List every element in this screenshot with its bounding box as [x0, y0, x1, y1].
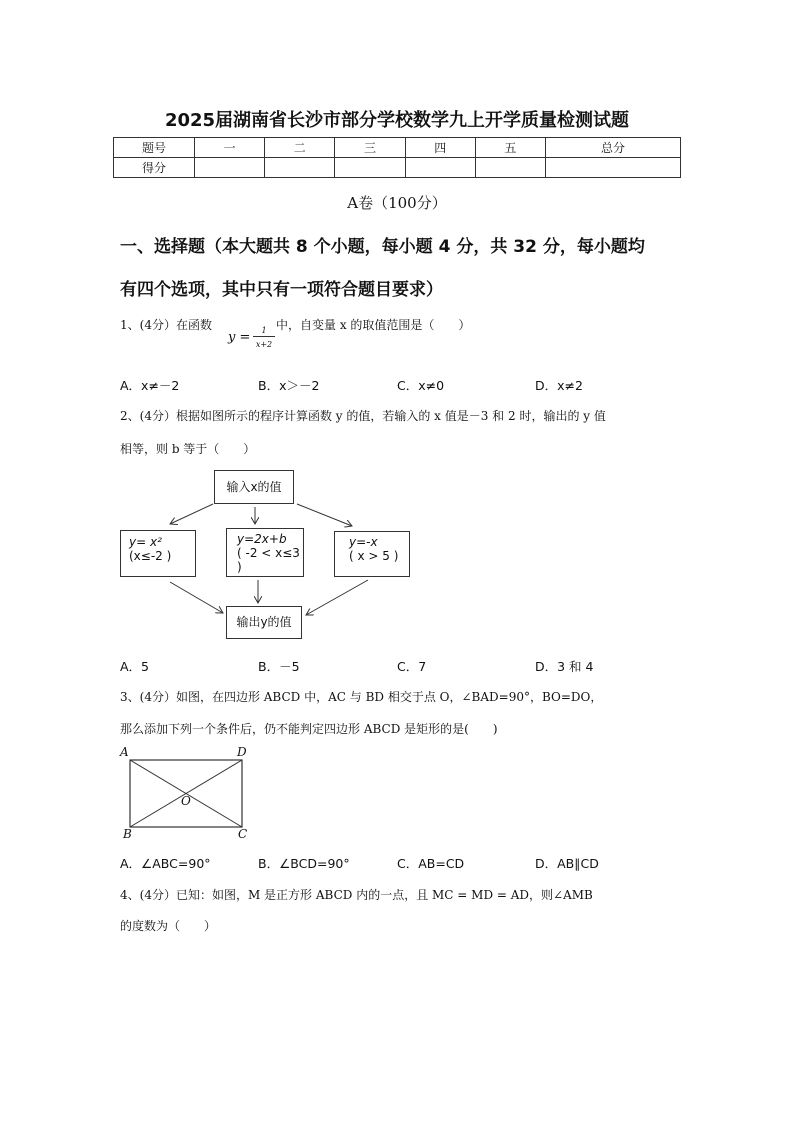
flow-output-label: 输出y的值 — [236, 615, 292, 629]
flow-middle-condition: ( -2 < x≤3 ) — [237, 546, 300, 574]
table-cell: 三 — [335, 138, 405, 158]
q4-line1: 4、(4分）已知：如图，M 是正方形 ABCD 内的一点，且 MC = MD = AD，则∠AMB — [120, 888, 593, 902]
vertex-label-d: D — [237, 745, 247, 759]
table-cell: 五 — [475, 138, 545, 158]
table-cell: 总分 — [546, 138, 681, 158]
page-title: 2025届湖南省长沙市部分学校数学九上开学质量检测试题 — [164, 110, 630, 131]
vertex-label-a: A — [120, 745, 129, 759]
section-heading-line2: 有四个选项，其中只有一项符合题目要求） — [120, 280, 443, 300]
flow-input-label: 输入x的值 — [226, 480, 282, 494]
flow-right-condition: ( x > 5 ) — [349, 549, 399, 563]
q1-fraction-denominator: x+2 — [255, 340, 273, 349]
q1-option-a: A．x≠－2 — [120, 378, 180, 393]
q1-fraction-numerator: 1 — [253, 326, 275, 337]
table-cell: 题号 — [114, 138, 195, 158]
q2-line2: 相等，则 b 等于（ ） — [120, 442, 256, 456]
q1-suffix: 中，自变量 x 的取值范围是（ ） — [276, 318, 471, 332]
q1-option-b: B．x＞－2 — [258, 378, 320, 393]
flow-middle-formula: y=2x+b — [237, 532, 287, 546]
paper-part-heading: A卷（100分） — [347, 194, 447, 212]
q2-option-a: A．5 — [120, 659, 150, 674]
q1-y-equals: y = — [228, 330, 251, 345]
vertex-label-b: B — [123, 827, 132, 841]
flow-left-condition: (x≤-2 ) — [129, 549, 172, 563]
table-cell: 得分 — [114, 158, 195, 178]
table-cell: 一 — [195, 138, 265, 158]
q3-option-a: A．∠ABC=90° — [120, 856, 211, 871]
table-cell: 二 — [265, 138, 335, 158]
q2-option-b: B．－5 — [258, 659, 300, 674]
q3-option-b: B．∠BCD=90° — [258, 856, 350, 871]
flow-right-formula: y=-x — [349, 535, 378, 549]
q1-prefix: 1、(4分）在函数 — [120, 318, 212, 332]
flow-left-formula: y= x² — [129, 535, 162, 549]
q2-option-c: C．7 — [397, 659, 427, 674]
vertex-label-c: C — [238, 827, 248, 841]
q3-line1: 3、(4分）如图，在四边形 ABCD 中，AC 与 BD 相交于点 O，∠BAD=90°，BO=DO， — [120, 690, 603, 704]
q1-option-c: C．x≠0 — [397, 378, 445, 393]
q3-line2: 那么添加下列一个条件后，仍不能判定四边形 ABCD 是矩形的是( ) — [120, 722, 498, 736]
vertex-label-o: O — [181, 794, 191, 808]
section-heading-line1: 一、选择题（本大题共 8 个小题，每小题 4 分，共 32 分，每小题均 — [120, 237, 645, 257]
q3-option-c: C．AB=CD — [397, 856, 465, 871]
q1-option-d: D．x≠2 — [535, 378, 583, 393]
q2-line1: 2、(4分）根据如图所示的程序计算函数 y 的值，若输入的 x 值是－3 和 2 时，输出的 y 值 — [120, 409, 606, 423]
table-cell: 四 — [405, 138, 475, 158]
q3-option-d: D．AB∥CD — [535, 856, 599, 871]
q4-line2: 的度数为（ ） — [120, 919, 217, 933]
q2-option-d: D．3 和 4 — [535, 659, 594, 674]
